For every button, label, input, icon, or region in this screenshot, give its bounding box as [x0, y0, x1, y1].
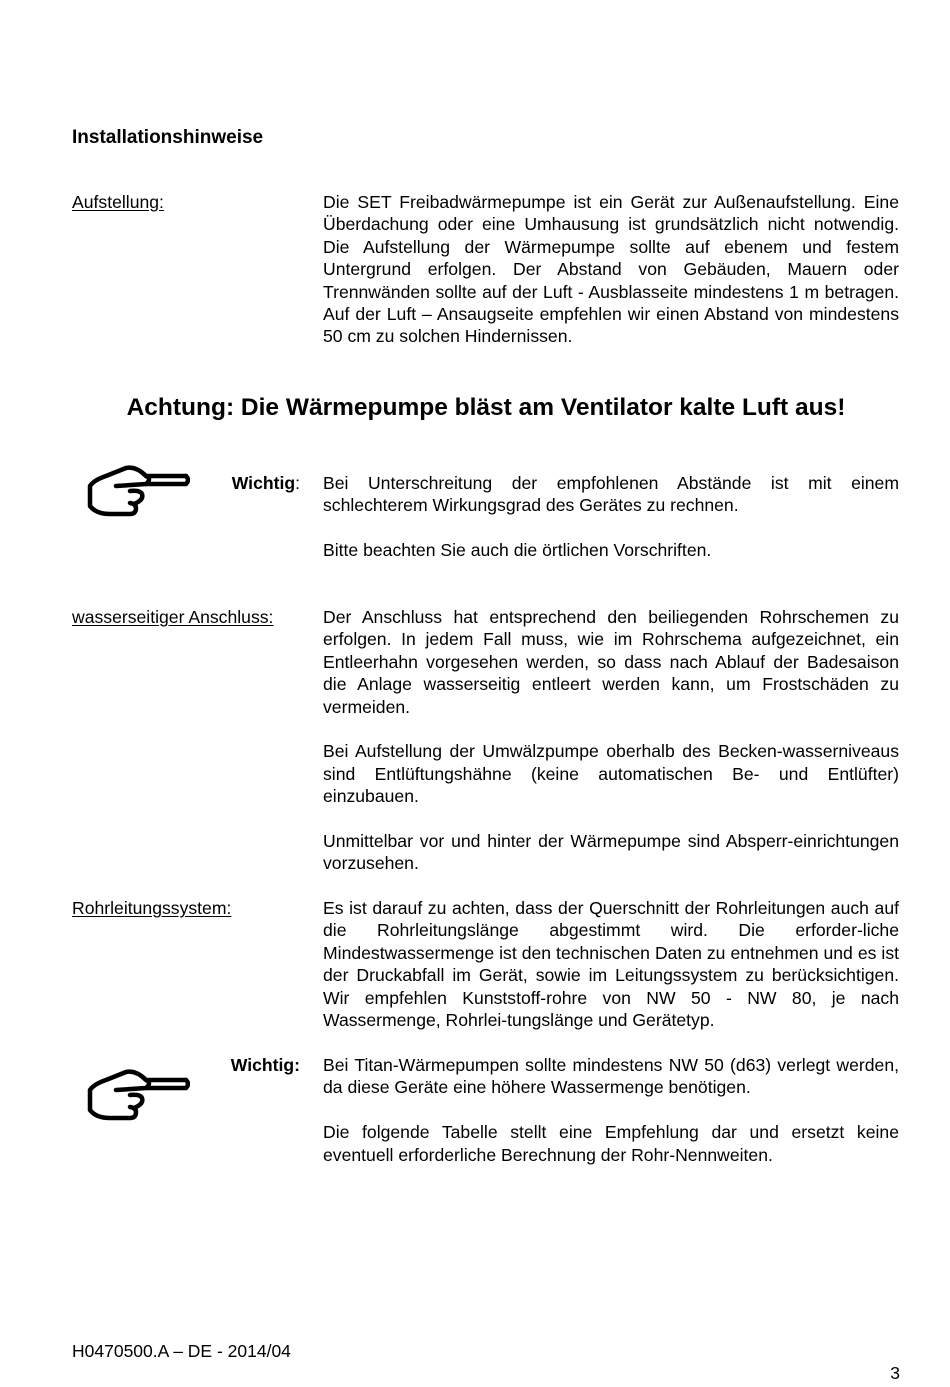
rohr-text — [323, 897, 899, 1031]
anschluss-text — [323, 606, 899, 875]
wichtig-label-text: Wichtig — [231, 473, 296, 493]
anschluss-paragraph-3: Unmittelbar vor und hinter der Wärmepumpe sind Absperr-einrichtungen vorzusehen. — [323, 831, 899, 874]
anschluss-label: wasserseitiger Anschluss: — [72, 607, 274, 627]
wichtig2-paragraph-1: Bei Titan-Wärmepumpen sollte mindestens NW 50 (d63) verlegt werden, da diese Geräte eine höhere Wassermenge benötigen. — [323, 1055, 899, 1098]
rohr-label: Rohrleitungssystem: — [72, 898, 232, 918]
wichtig-label-1 — [232, 472, 300, 494]
wichtig-label-colon: : — [295, 473, 300, 493]
aufstellung-paragraph: Die SET Freibadwärmepumpe ist ein Gerät zur Außenaufstellung. Eine Überdachung oder eine Umhausung ist grundsätzlich nicht notwendig. Die Aufstellung der Wärmepumpe sollte auf ebenem und festem Untergrund erfolgen. Der Abstand von Gebäuden, Mauern oder Trennwänden sollte auf der Luft - Ausblasseite mindestens 1 m betragen. Auf der Luft – Ansaugseite empfehlen wir einen Abstand von mindestens 50 cm zu solchen Hindernissen. — [323, 192, 899, 347]
pointing-hand-icon — [86, 1066, 190, 1126]
page-number: 3 — [890, 1363, 900, 1383]
wichtig1-text — [323, 472, 899, 562]
anschluss-paragraph-1: Der Anschluss hat entsprechend den beiliegenden Rohrschemen zu erfolgen. In jedem Fall muss, wie im Rohrschema aufgezeichnet, ein Entleerhahn vorgesehen werden, so dass nach Ablauf der Badesaison die Anlage wasserseitig entleert werden kann, um Frostschäden zu vermeiden. — [323, 607, 899, 717]
aufstellung-label: Aufstellung: — [72, 192, 164, 212]
rohr-paragraph: Es ist darauf zu achten, dass der Querschnitt der Rohrleitungen auch auf die Rohrleitungslänge abgestimmt wird. Die erforder-liche Mindestwassermenge ist den technischen Daten zu entnehmen und es ist der Druckabfall im Gerät, sowie im Leitungssystem zu berücksichtigen. Wir empfehlen Kunststoff-rohre von NW 50 - NW 80, je nach Wassermenge, Rohrlei-tungslänge und Gerätetyp. — [323, 898, 899, 1031]
wichtig2-text — [323, 1054, 899, 1166]
document-code: H0470500.A – DE - 2014/04 — [72, 1341, 291, 1361]
wichtig1-paragraph-1: Bei Unterschreitung der empfohlenen Abstände ist mit einem schlechterem Wirkungsgrad des Gerätes zu rechnen. — [323, 473, 899, 516]
anschluss-paragraph-2: Bei Aufstellung der Umwälzpumpe oberhalb des Becken-wasserniveaus sind Entlüftungshähne (keine automatischen Be- und Entlüfter) einzubauen. — [323, 741, 899, 807]
wichtig1-paragraph-2: Bitte beachten Sie auch die örtlichen Vorschriften. — [323, 540, 712, 561]
aufstellung-text — [323, 191, 899, 348]
wichtig-label-2: Wichtig: — [230, 1055, 300, 1075]
warning-headline: Achtung: Die Wärmepumpe bläst am Ventilator kalte Luft aus! — [126, 394, 846, 421]
section-title: Installationshinweise — [72, 127, 264, 148]
wichtig2-paragraph-2: Die folgende Tabelle stellt eine Empfehlung dar und ersetzt keine eventuell erforderliche Berechnung der Rohr-Nennweiten. — [323, 1122, 899, 1165]
pointing-hand-icon — [86, 462, 190, 522]
